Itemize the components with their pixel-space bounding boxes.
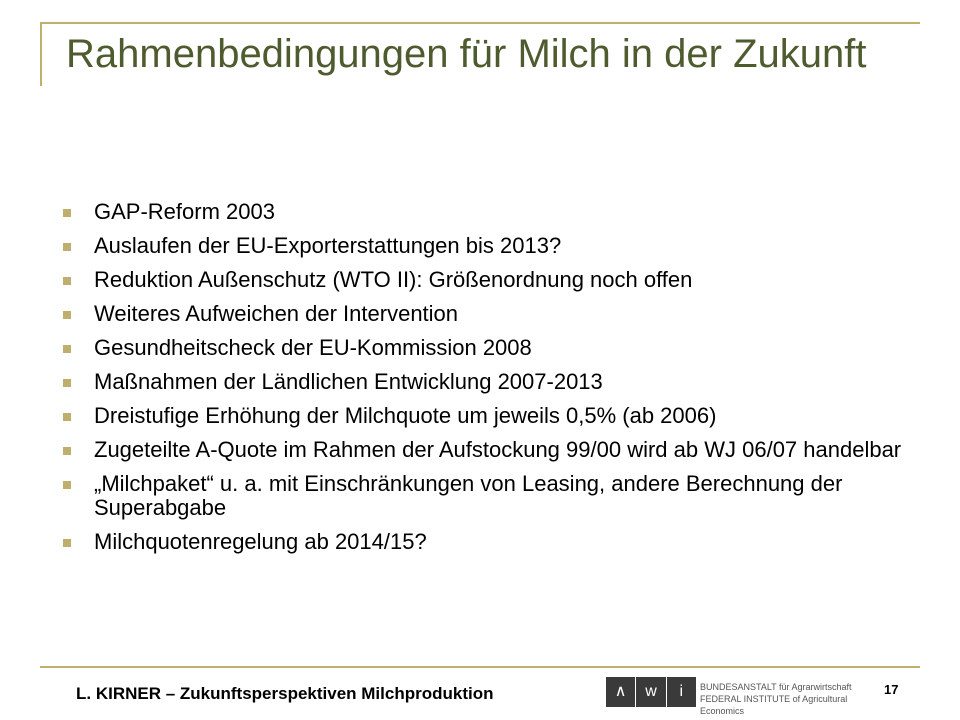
bullet-item [60, 438, 920, 462]
bullet-marker-icon [63, 311, 71, 319]
bullet-marker-icon [63, 345, 71, 353]
institute-name-en: FEDERAL INSTITUTE of Agricultural Economics [700, 694, 848, 716]
footer-author-text: L. KIRNER – Zukunftsperspektiven Milchproduktion [76, 684, 494, 703]
bullet-text: Zugeteilte A-Quote im Rahmen der Aufstockung 99/00 wird ab WJ 06/07 handelbar [94, 437, 902, 462]
bullet-marker-icon [63, 539, 71, 547]
bullet-marker-icon [63, 379, 71, 387]
institute-name-de: BUNDESANSTALT für Agrarwirtschaft [700, 682, 852, 692]
page-number: 17 [884, 682, 899, 697]
logo-letter: w [636, 677, 665, 707]
bullet-text: GAP-Reform 2003 [94, 199, 275, 224]
bullet-item [60, 234, 920, 258]
left-decor-line [40, 22, 42, 86]
bullet-list [60, 200, 920, 564]
bullet-item [60, 530, 920, 554]
top-decor-line [40, 22, 920, 24]
bullet-text: Gesundheitscheck der EU-Kommission 2008 [94, 335, 532, 360]
bullet-marker-icon [63, 209, 71, 217]
bullet-text: „Milchpaket“ u. a. mit Einschränkungen von Leasing, andere Berechnung der Superabgabe [94, 471, 843, 520]
logo-letter: i [667, 677, 696, 707]
bullet-text: Dreistufige Erhöhung der Milchquote um jeweils 0,5% (ab 2006) [94, 403, 717, 428]
bullet-text: Auslaufen der EU-Exporterstattungen bis 2013? [94, 233, 562, 258]
bullet-item [60, 200, 920, 224]
bullet-marker-icon [63, 447, 71, 455]
bullet-item [60, 336, 920, 360]
bullet-item [60, 302, 920, 326]
bullet-item [60, 268, 920, 292]
bullet-marker-icon [63, 481, 71, 489]
bullet-text: Reduktion Außenschutz (WTO II): Größenordnung noch offen [94, 267, 693, 292]
bullet-item [60, 370, 920, 394]
bullet-item [60, 472, 920, 520]
bullet-item [60, 404, 920, 428]
bullet-text: Maßnahmen der Ländlichen Entwicklung 2007-2013 [94, 369, 603, 394]
bullet-text: Weiteres Aufweichen der Intervention [94, 301, 459, 326]
bullet-marker-icon [63, 277, 71, 285]
slide-title: Rahmenbedingungen für Milch in der Zukunft [66, 32, 867, 76]
logo-letter: ∧ [606, 677, 635, 707]
bullet-marker-icon [63, 243, 71, 251]
bullet-text: Milchquotenregelung ab 2014/15? [94, 529, 427, 554]
institute-name [700, 681, 880, 717]
footer-divider [40, 666, 920, 668]
institute-logo [606, 677, 696, 707]
bullet-marker-icon [63, 413, 71, 421]
